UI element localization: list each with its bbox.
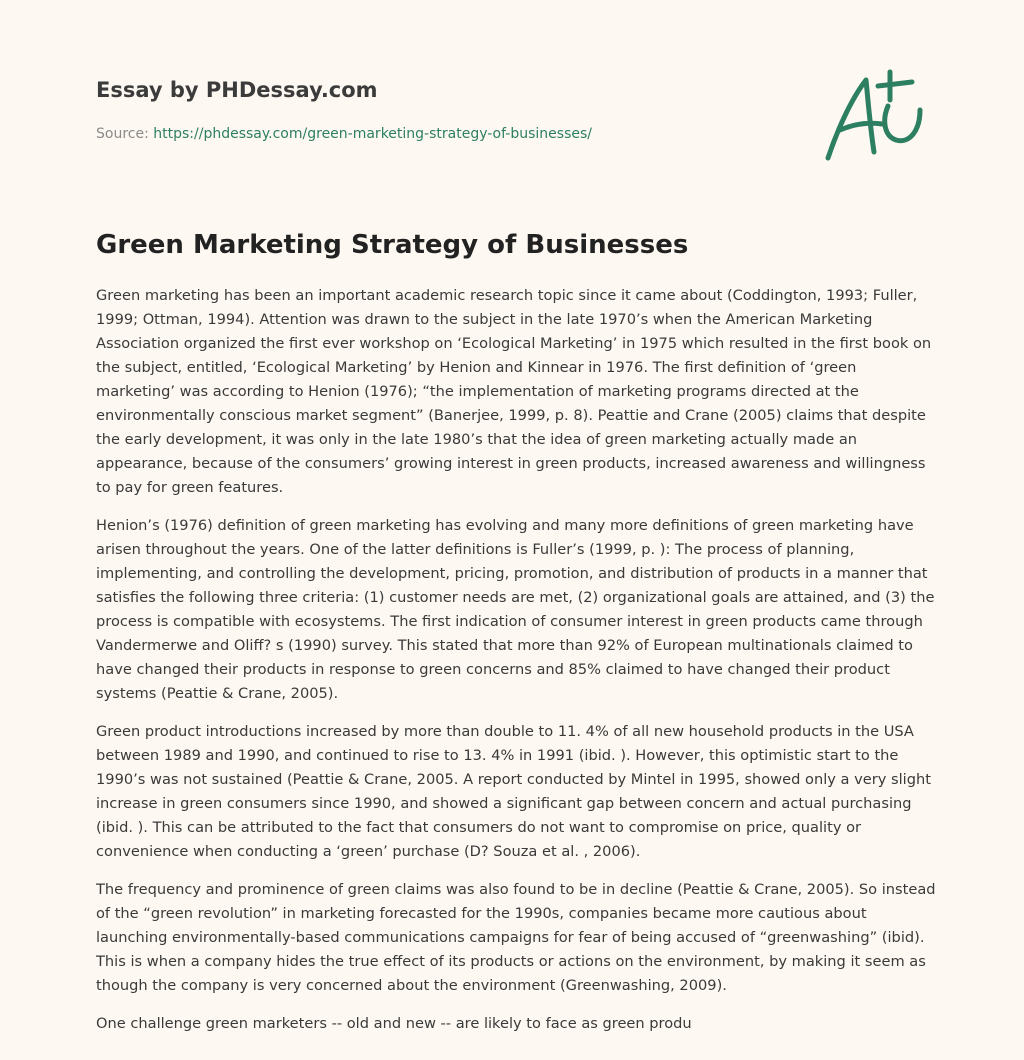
essay-title: Green Marketing Strategy of Businesses — [96, 230, 689, 260]
source-line — [96, 124, 796, 144]
essay-paragraph: Green marketing has been an important academic research topic since it came about (Coddington, 1993; Fuller, 1999; Ottman, 1994). Attention was drawn to the subject in the late 1970’s when the American Marketing Association organized the first ever workshop on ‘Ecological Marketing’ in 1975 which resulted in the first book on the subject, entitled, ‘Ecological Marketing’ by Henion and Kinnear in 1976. The first definition of ‘green marketing’ was according to Henion (1976); “the implementation of marketing programs directed at the environmentally conscious market segment” (Banerjee, 1999, p. 8). Peattie and Crane (2005) claims that despite the early development, it was only in the late 1980’s that the idea of green marketing actually made an appearance, because of the consumers’ growing interest in green products, increased awareness and willingness to pay for green features. — [96, 287, 932, 496]
essay-paragraph: Green product introductions increased by more than double to 11. 4% of all new household products in the USA between 1989 and 1990, and continued to rise to 13. 4% in 1991 (ibid. ). However, this optimistic start to the 1990’s was not sustained (Peattie & Crane, 2005. A report conducted by Mintel in 1995, showed only a very slight increase in green consumers since 1990, and showed a significant gap between concern and actual purchasing (ibid. ). This can be attributed to the fact that consumers do not want to compromise on price, quality or convenience when conducting a ‘green’ purchase (D? Souza et al. , 2006). — [96, 723, 931, 860]
source-label: Source: — [96, 126, 149, 142]
source-link[interactable]: https://phdessay.com/green-marketing-strategy-of-businesses/ — [153, 126, 592, 142]
essay-content — [96, 228, 936, 1050]
site-title: Essay by PHDessay.com — [96, 78, 378, 102]
essay-paragraph: Henion’s (1976) definition of green marketing has evolving and many more definitions of green marketing have arisen throughout the years. One of the latter definitions is Fuller’s (1999, p. ): The process of planning, implementing, and controlling the development, pricing, promotion, and distribution of products in a manner that satisfies the following three criteria: (1) customer needs are met, (2) organizational goals are attained, and (3) the process is compatible with ecosystems. The first indication of consumer interest in green products came through Vandermerwe and Oliff? s (1990) survey. This stated that more than 92% of European multinationals claimed to have changed their products in response to green concerns and 85% claimed to have changed their product systems (Peattie & Crane, 2005). — [96, 517, 935, 702]
essay-paragraph: The frequency and prominence of green claims was also found to be in decline (Peattie & Crane, 2005). So instead of the “green revolution” in marketing forecasted for the 1990s, companies became more cautious about launching environmentally-based communications campaigns for fear of being accused of “greenwashing” (ibid). This is when a company hides the true effect of its products or actions on the environment, by making it seem as though the company is very concerned about the environment (Greenwashing, 2009). — [96, 881, 936, 994]
a-plus-logo-icon — [820, 66, 930, 166]
header — [96, 76, 796, 144]
essay-paragraph: One challenge green marketers -- old and new -- are likely to face as green produ — [96, 1015, 692, 1032]
